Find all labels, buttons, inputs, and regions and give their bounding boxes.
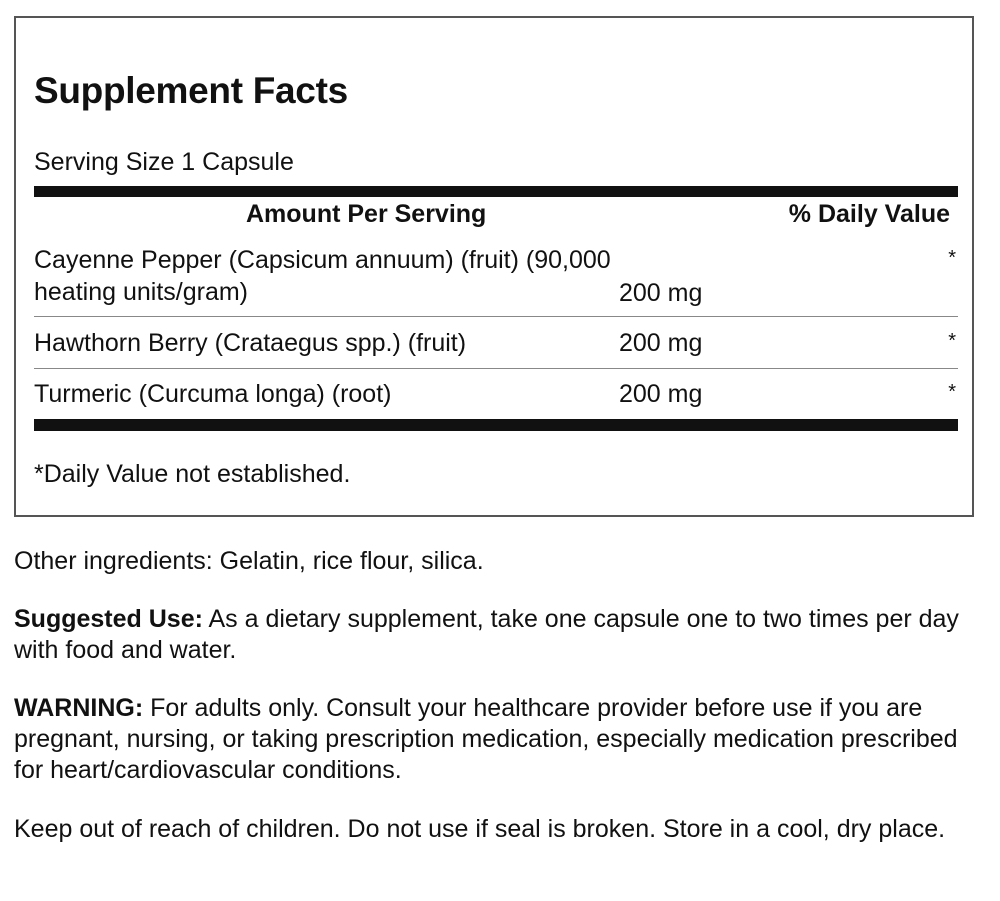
ingredient-amount: 200 mg — [619, 329, 703, 357]
suggested-use — [14, 604, 974, 666]
ingredient-daily-value: * — [948, 247, 956, 269]
ingredient-amount: 200 mg — [619, 279, 703, 307]
ingredient-daily-value: * — [948, 381, 956, 403]
serving-size: Serving Size 1 Capsule — [34, 148, 294, 176]
header-amount-per-serving: Amount Per Serving — [246, 200, 487, 228]
ingredient-name: Cayenne Pepper (Capsicum annuum) (fruit) (90,000 heating units/gram) — [34, 246, 611, 306]
thick-divider-bottom — [34, 419, 958, 431]
ingredient-amount: 200 mg — [619, 380, 703, 408]
facts-header-row — [34, 200, 958, 242]
storage-instructions: Keep out of reach of children. Do not use if seal is broken. Store in a cool, dry place. — [14, 815, 946, 843]
warning — [14, 693, 974, 786]
daily-value-footnote: *Daily Value not established. — [34, 460, 351, 488]
row-divider — [34, 368, 958, 369]
row-divider — [34, 316, 958, 317]
ingredient-row — [34, 244, 958, 316]
ingredient-daily-value: * — [948, 330, 956, 352]
header-daily-value: % Daily Value — [788, 200, 950, 228]
supplement-facts-panel — [14, 16, 974, 517]
suggested-use-label: Suggested Use: — [14, 605, 203, 633]
suggested-use-text: As a dietary supplement, take one capsule one to two times per day with food and water. — [14, 605, 959, 664]
warning-text: For adults only. Consult your healthcare provider before use if you are pregnant, nursing, or taking prescription medication, especially medication prescribed for heart/cardiovascular conditions. — [14, 694, 958, 784]
other-ingredients: Other ingredients: Gelatin, rice flour, silica. — [14, 547, 484, 575]
ingredient-name: Hawthorn Berry (Crataegus spp.) (fruit) — [34, 329, 467, 357]
ingredient-row — [34, 327, 958, 367]
thick-divider-top — [34, 186, 958, 197]
warning-label: WARNING: — [14, 694, 144, 722]
ingredient-row — [34, 378, 958, 418]
facts-title: Supplement Facts — [34, 70, 348, 111]
ingredient-name: Turmeric (Curcuma longa) (root) — [34, 380, 392, 408]
